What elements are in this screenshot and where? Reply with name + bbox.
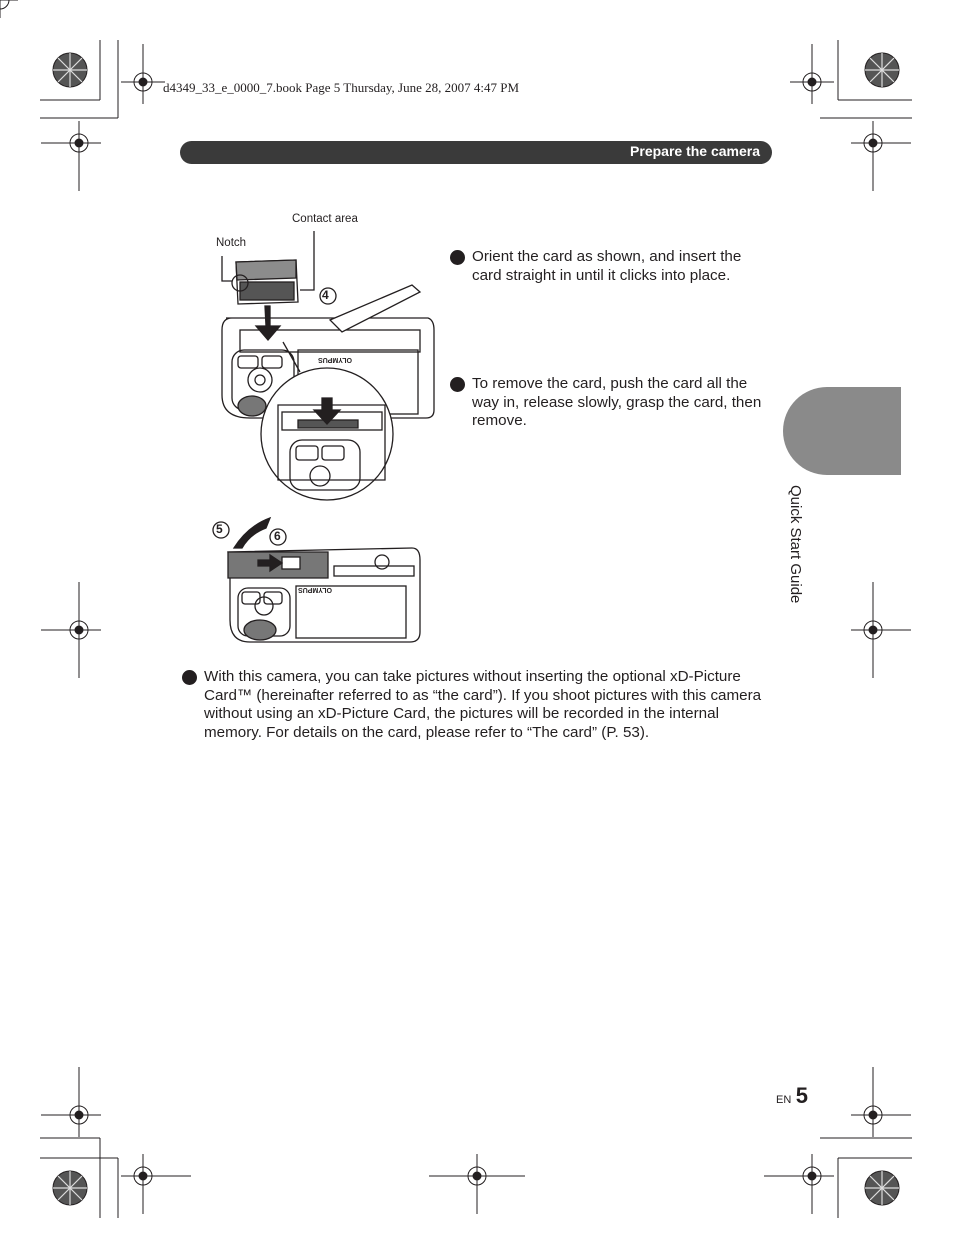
bullet-insert-card: Orient the card as shown, and insert the card straight in until it clicks into place. — [472, 248, 742, 284]
brand-print-bottom: OLYMPUS — [298, 586, 332, 593]
bullet-icon — [450, 250, 465, 265]
step-4-label: 4 — [322, 288, 329, 302]
step-5-label: 5 — [216, 522, 223, 536]
section-tab-marker — [783, 387, 901, 475]
contact-area-label: Contact area — [292, 213, 358, 225]
bullet-remove-card: To remove the card, push the card all the way in, release slowly, grasp the card, then remove. — [472, 375, 762, 429]
notch-label: Notch — [216, 237, 247, 249]
bullet-icon — [450, 377, 465, 392]
note-paragraph: With this camera, you can take pictures without inserting the optional xD-Picture Card™ (hereinafter referred to as “the card”). If you shoot pictures with this camera without using an xD-Picture Card, the pictures will be recorded in the internal memory. For details on the card, please refer to “The card” (P. 53). — [204, 668, 762, 741]
section-title: Prepare the camera — [630, 143, 760, 159]
side-tab-label — [787, 485, 817, 635]
page-number-value: 5 — [795, 1083, 808, 1108]
language-code: EN — [776, 1094, 792, 1106]
brand-print-top: OLYMPUS — [318, 356, 352, 363]
side-tab-text: Quick Start Guide — [787, 485, 804, 604]
bullet-icon — [182, 670, 197, 685]
step-6-label: 6 — [274, 529, 281, 543]
page-number — [776, 1083, 808, 1109]
print-slug: d4349_33_e_0000_7.book Page 5 Thursday, June 28, 2007 4:47 PM — [163, 80, 520, 95]
